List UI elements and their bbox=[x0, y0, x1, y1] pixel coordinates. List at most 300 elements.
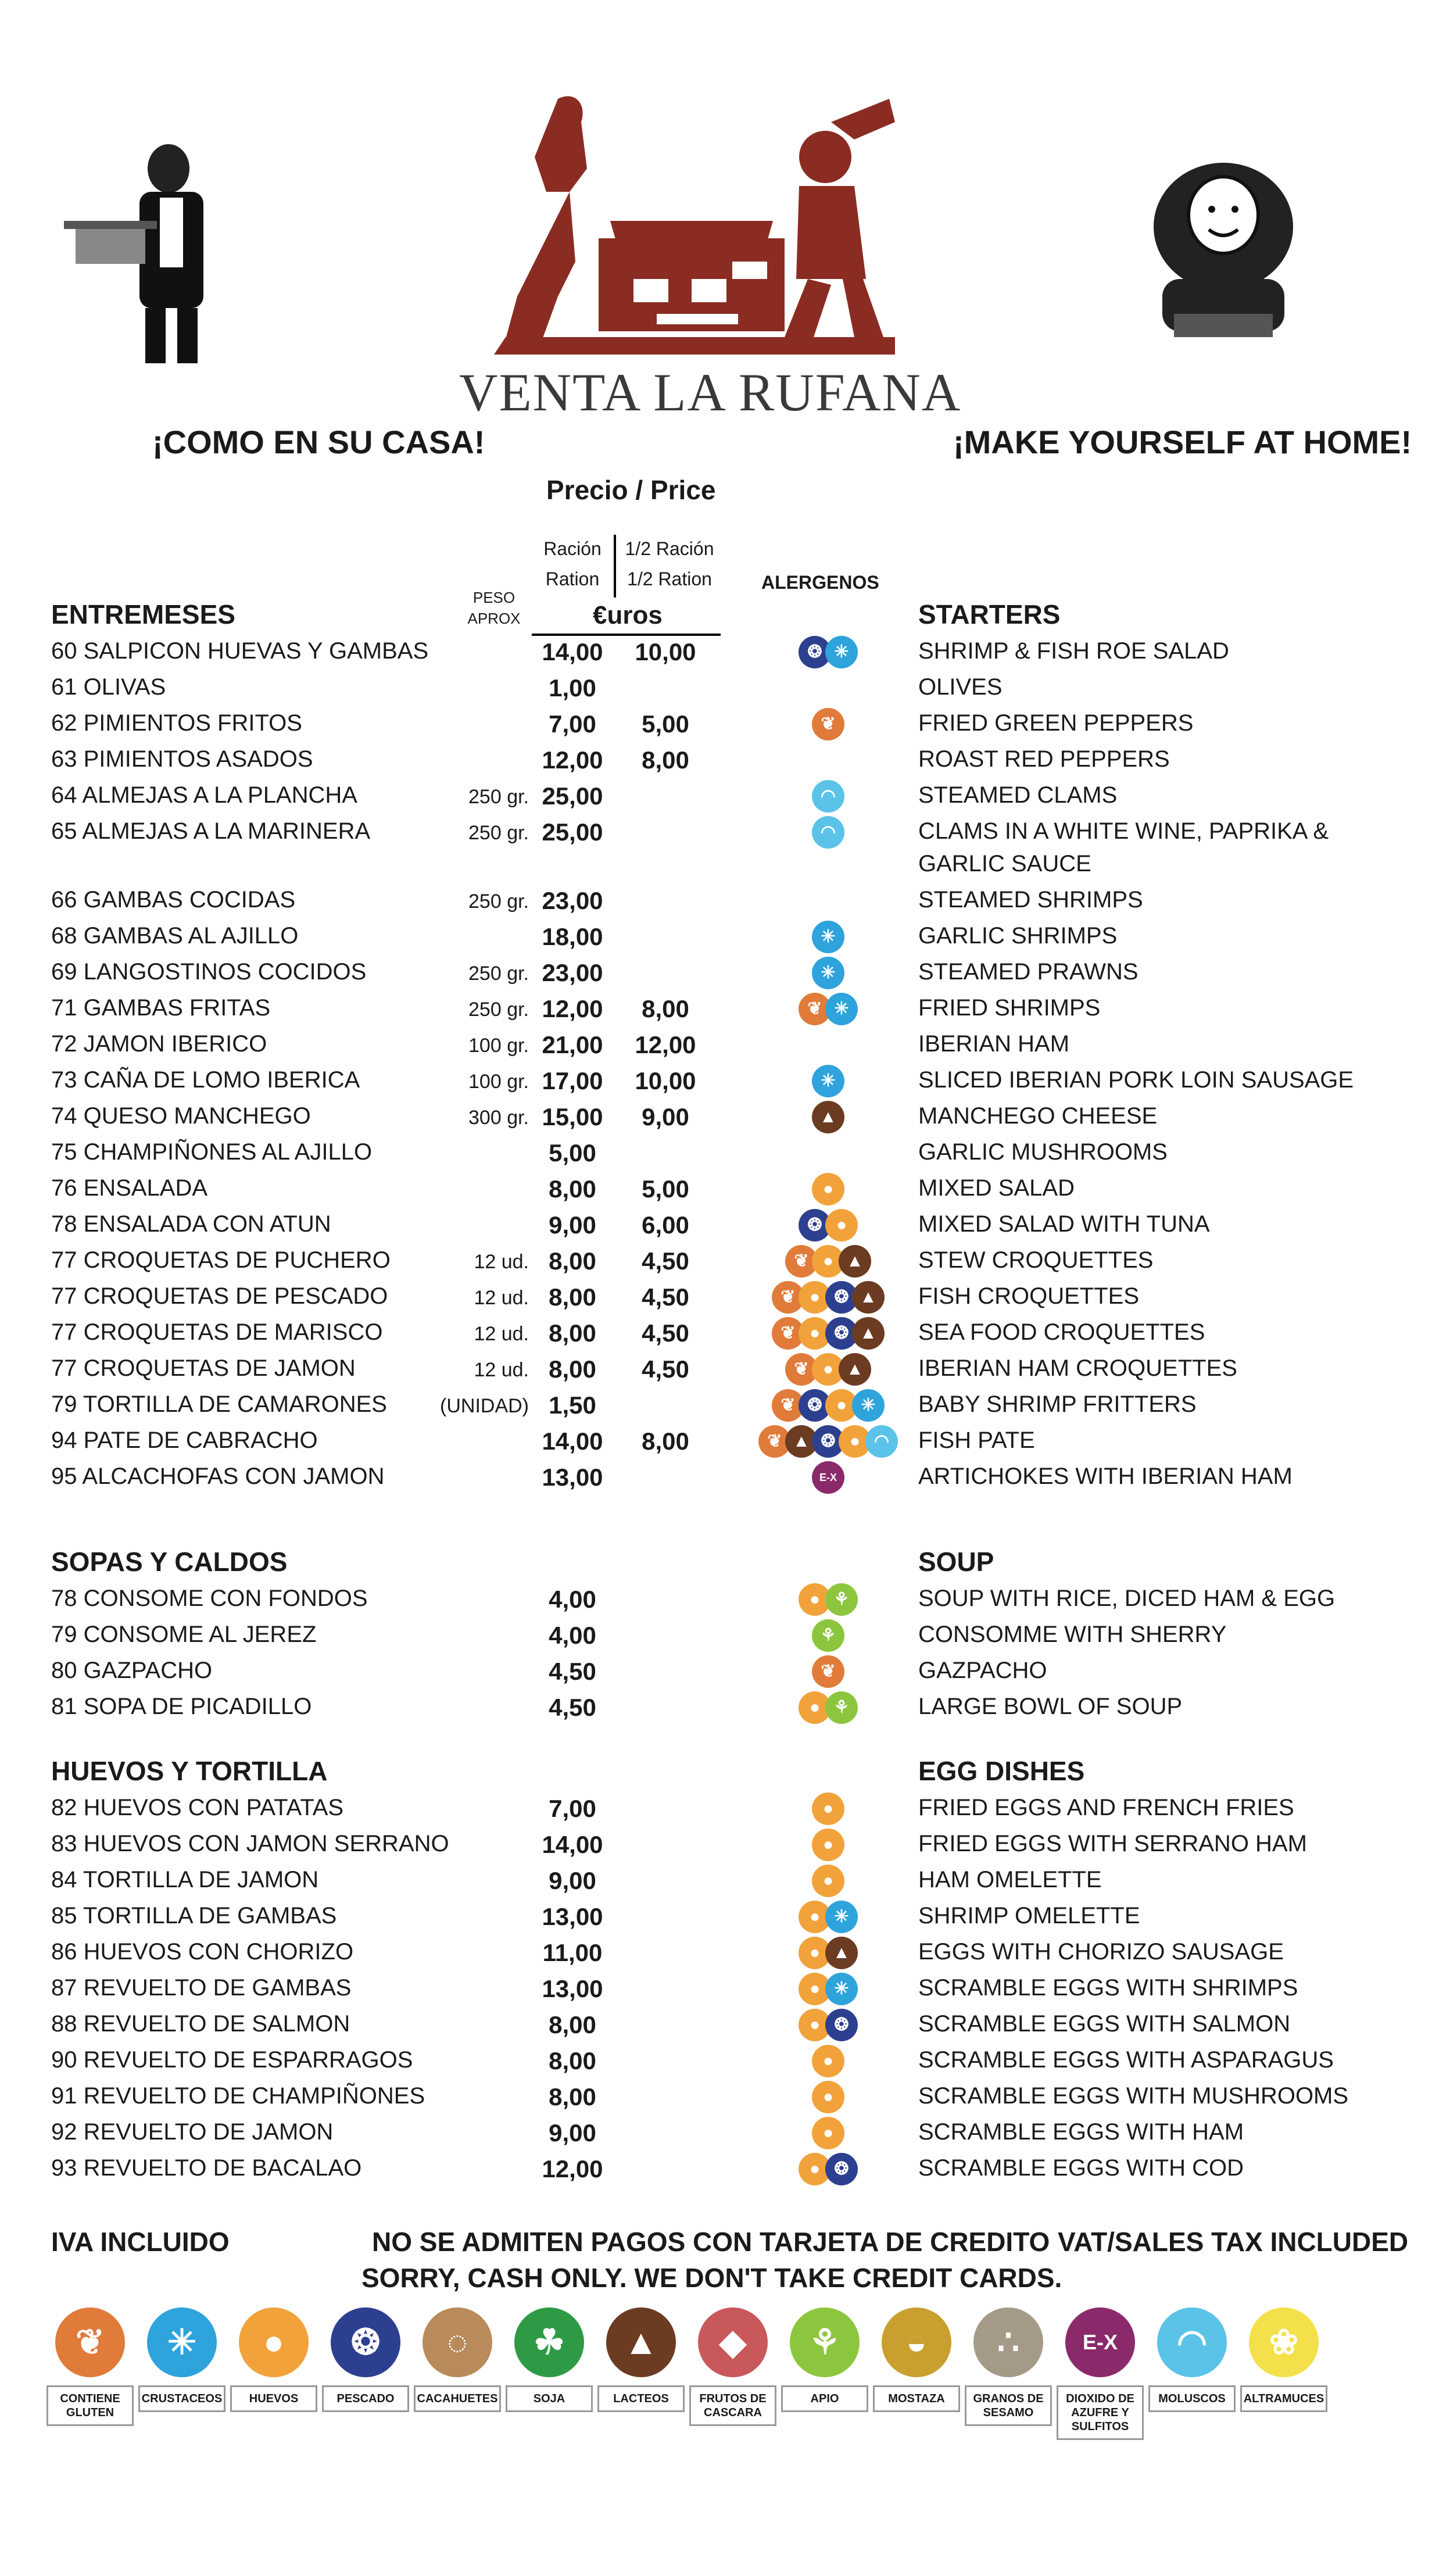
allergen-icons bbox=[732, 1791, 918, 1830]
col-media-header bbox=[617, 534, 722, 594]
legend-label: PESCADO bbox=[322, 2385, 409, 2412]
allergen-icons bbox=[732, 2044, 918, 2082]
menu-item-row bbox=[0, 1031, 1432, 1067]
legend-item-pesc bbox=[322, 2307, 409, 2412]
price-ration: 12,00 bbox=[542, 2155, 603, 2183]
item-name-en: SCRAMBLE EGGS WITH HAM bbox=[918, 2119, 1244, 2145]
gluten-allergen-icon: ❦ bbox=[812, 1655, 844, 1688]
legend-label: APIO bbox=[781, 2385, 868, 2412]
notice-line-1: NO SE ADMITEN PAGOS CON TARJETA DE CREDITO bbox=[372, 2227, 1050, 2257]
allergen-icons bbox=[732, 1100, 918, 1138]
lact-allergen-icon: ▲ bbox=[839, 1245, 871, 1278]
item-name-en: SCRAMBLE EGGS WITH SALMON bbox=[918, 2011, 1291, 2037]
item-weight: 250 gr. bbox=[468, 999, 529, 1021]
legend-label: LACTEOS bbox=[597, 2385, 685, 2412]
huevo-allergen-icon: ● bbox=[812, 1353, 844, 1386]
item-name-en: HAM OMELETTE bbox=[918, 1867, 1102, 1892]
column-divider bbox=[614, 535, 616, 598]
legend-label: MOSTAZA bbox=[873, 2385, 960, 2412]
crust-allergen-icon: ✳ bbox=[812, 957, 844, 989]
item-name-es: 79 TORTILLA DE CAMARONES bbox=[51, 1391, 387, 1417]
item-name-en: SCRAMBLE EGGS WITH ASPARAGUS bbox=[918, 2047, 1334, 2073]
item-name-es: 78 CONSOME CON FONDOS bbox=[51, 1586, 368, 1611]
item-name-en: FRIED EGGS WITH SERRANO HAM bbox=[918, 1831, 1307, 1856]
menu-item-row bbox=[0, 1283, 1432, 1319]
price-ration: 12,00 bbox=[542, 995, 603, 1022]
price-half-ration: 10,00 bbox=[635, 1067, 696, 1094]
allergen-icons bbox=[732, 1028, 918, 1066]
item-name-es: 75 CHAMPIÑONES AL AJILLO bbox=[51, 1139, 373, 1165]
menu-item-row bbox=[0, 2047, 1432, 2083]
gluten-allergen-icon: ❦ bbox=[772, 1281, 804, 1314]
allergen-icons bbox=[732, 1244, 918, 1282]
item-name-en: STEW CROQUETTES bbox=[918, 1247, 1154, 1273]
item-name-en: SCRAMBLE EGGS WITH COD bbox=[918, 2155, 1244, 2181]
allergen-icons bbox=[732, 1316, 918, 1354]
menu-item-row bbox=[0, 959, 1432, 995]
allergen-icons bbox=[732, 1424, 918, 1462]
item-name-en: SCRAMBLE EGGS WITH SHRIMPS bbox=[918, 1975, 1298, 2001]
iva-es: IVA INCLUIDO bbox=[51, 2227, 230, 2257]
item-name-en: FRIED EGGS AND FRENCH FRIES bbox=[918, 1795, 1294, 1820]
huevo-allergen-icon: ● bbox=[799, 1973, 831, 2005]
legend-item-cacah bbox=[414, 2307, 501, 2412]
menu-item-row bbox=[0, 674, 1432, 710]
menu-item-row bbox=[0, 782, 1432, 818]
pesc-allergen-icon: ❂ bbox=[825, 1281, 858, 1314]
logo-illustration bbox=[482, 87, 907, 355]
col-peso-1: PESO bbox=[472, 589, 515, 606]
huevo-allergen-icon: ● bbox=[812, 2045, 844, 2077]
allergen-icons bbox=[732, 779, 918, 817]
allergen-icons bbox=[732, 1863, 918, 1902]
legend-item-altr bbox=[1240, 2307, 1327, 2412]
menu-item-row bbox=[0, 1103, 1432, 1139]
huevo-allergen-icon: ● bbox=[799, 1937, 831, 1969]
pesc-allergen-icon: ❂ bbox=[825, 1317, 858, 1350]
molu-allergen-icon: ◠ bbox=[812, 816, 844, 849]
allergen-icons bbox=[732, 2008, 918, 2046]
col-media-es: 1/2 Ración bbox=[625, 538, 714, 559]
item-name-es: 69 LANGOSTINOS COCIDOS bbox=[51, 959, 367, 985]
price-ration: 8,00 bbox=[549, 1247, 596, 1275]
huevo-allergen-icon: ● bbox=[825, 1389, 858, 1422]
menu-item-row bbox=[0, 1067, 1432, 1103]
huevo-allergen-icon: ● bbox=[799, 1281, 831, 1314]
shell-icon: ◠ bbox=[1157, 2307, 1227, 2377]
gluten-allergen-icon: ❦ bbox=[785, 1245, 818, 1278]
price-half-ration: 8,00 bbox=[642, 1427, 689, 1455]
item-name-en: SLICED IBERIAN PORK LOIN SAUSAGE bbox=[918, 1067, 1354, 1093]
col-racion-header bbox=[535, 534, 610, 594]
menu-item-row bbox=[0, 1175, 1432, 1211]
menu-item-row bbox=[0, 2155, 1432, 2191]
menu-item-row bbox=[0, 818, 1432, 876]
notice-line-2: SORRY, CASH ONLY. WE DON'T TAKE CREDIT CARDS. bbox=[361, 2263, 1062, 2293]
menu-item-row bbox=[0, 638, 1432, 674]
item-name-es: 90 REVUELTO DE ESPARRAGOS bbox=[51, 2047, 413, 2073]
menu-item-row bbox=[0, 1427, 1432, 1464]
item-name-es: 68 GAMBAS AL AJILLO bbox=[51, 923, 299, 949]
item-weight: 12 ud. bbox=[474, 1251, 529, 1273]
item-name-es: 80 GAZPACHO bbox=[51, 1658, 213, 1683]
pesc-allergen-icon: ❂ bbox=[799, 1209, 831, 1242]
item-name-es: 85 TORTILLA DE GAMBAS bbox=[51, 1903, 337, 1929]
item-name-en: ARTICHOKES WITH IBERIAN HAM bbox=[918, 1464, 1293, 1489]
pesc-allergen-icon: ❂ bbox=[812, 1425, 844, 1458]
allergen-icons bbox=[732, 815, 918, 853]
item-weight: 100 gr. bbox=[468, 1071, 529, 1093]
item-name-en: CONSOMME WITH SHERRY bbox=[918, 1622, 1227, 1647]
price-ration: 8,00 bbox=[549, 2011, 596, 2038]
crust-allergen-icon: ✳ bbox=[852, 1389, 885, 1422]
allergen-icons bbox=[732, 1172, 918, 1210]
price-ration: 1,50 bbox=[549, 1391, 596, 1419]
menu-item-row bbox=[0, 1694, 1432, 1730]
allergen-icons bbox=[732, 1352, 918, 1390]
crust-allergen-icon: ✳ bbox=[825, 1901, 858, 1933]
legend-label: ALTRAMUCES bbox=[1240, 2385, 1327, 2412]
item-name-en: SOUP WITH RICE, DICED HAM & EGG bbox=[918, 1586, 1336, 1611]
waiter-illustration bbox=[52, 134, 262, 366]
celery-icon: ⚘ bbox=[790, 2307, 860, 2377]
legend-label: HUEVOS bbox=[230, 2385, 317, 2412]
item-name-en-line2: GARLIC SAUCE bbox=[918, 851, 1091, 876]
item-weight: 250 gr. bbox=[468, 822, 529, 844]
allergen-icons bbox=[732, 883, 918, 922]
item-name-es: 91 REVUELTO DE CHAMPIÑONES bbox=[51, 2083, 425, 2109]
item-name-en: SHRIMP OMELETTE bbox=[918, 1903, 1140, 1929]
legend-item-lact bbox=[597, 2307, 685, 2412]
item-name-es: 66 GAMBAS COCIDAS bbox=[51, 887, 296, 913]
peanut-icon: ◌ bbox=[423, 2307, 492, 2377]
slogan-es: ¡COMO EN SU CASA! bbox=[152, 424, 485, 460]
price-ration: 5,00 bbox=[549, 1139, 596, 1167]
huevo-allergen-icon: ● bbox=[812, 2081, 844, 2113]
legend-item-soja bbox=[506, 2307, 593, 2412]
item-name-en: STEAMED SHRIMPS bbox=[918, 887, 1143, 913]
price-ration: 11,00 bbox=[542, 1939, 603, 1966]
lupin-icon: ❀ bbox=[1249, 2307, 1319, 2377]
allergen-icons bbox=[732, 2152, 918, 2190]
legend-label: GRANOS DE SESAMO bbox=[965, 2385, 1052, 2426]
legend-label: MOLUSCOS bbox=[1148, 2385, 1236, 2412]
item-name-en: FRIED SHRIMPS bbox=[918, 995, 1101, 1021]
price-ration: 15,00 bbox=[542, 1103, 603, 1130]
menu-item-row bbox=[0, 1355, 1432, 1391]
price-ration: 7,00 bbox=[549, 1795, 596, 1822]
lact-allergen-icon: ▲ bbox=[839, 1353, 871, 1386]
legend-item-most bbox=[873, 2307, 960, 2412]
allergen-icons bbox=[732, 1690, 918, 1729]
item-name-en: CLAMS IN A WHITE WINE, PAPRIKA & bbox=[918, 818, 1329, 844]
legend-label: SOJA bbox=[506, 2385, 593, 2412]
milk-jug-icon: ▲ bbox=[606, 2307, 676, 2377]
gluten-allergen-icon: ❦ bbox=[785, 1353, 818, 1386]
legend-item-frut bbox=[689, 2307, 776, 2426]
soy-icon: ☘ bbox=[514, 2307, 584, 2377]
pesc-allergen-icon: ❂ bbox=[799, 1389, 831, 1422]
allergen-icons bbox=[732, 1136, 918, 1174]
crab-icon: ✳ bbox=[147, 2307, 217, 2377]
menu-item-row bbox=[0, 923, 1432, 959]
huevo-allergen-icon: ● bbox=[839, 1425, 871, 1458]
item-name-es: 77 CROQUETAS DE PUCHERO bbox=[51, 1247, 391, 1273]
huevo-allergen-icon: ● bbox=[799, 2009, 831, 2041]
gluten-allergen-icon: ❦ bbox=[758, 1425, 791, 1458]
nut-icon: ◆ bbox=[698, 2307, 768, 2377]
menu-item-row bbox=[0, 2119, 1432, 2155]
menu-item-row bbox=[0, 995, 1432, 1031]
huevo-allergen-icon: ● bbox=[812, 1793, 844, 1825]
col-alergenos-header: ALERGENOS bbox=[761, 572, 879, 593]
slogan-en: ¡MAKE YOURSELF AT HOME! bbox=[953, 424, 1412, 460]
pesc-allergen-icon: ❂ bbox=[825, 2009, 858, 2041]
item-weight: 250 gr. bbox=[468, 963, 529, 985]
col-racion-es: Ración bbox=[543, 538, 602, 559]
price-half-ration: 8,00 bbox=[642, 995, 689, 1022]
allergen-icons bbox=[732, 1280, 918, 1318]
item-name-es: 88 REVUELTO DE SALMON bbox=[51, 2011, 350, 2037]
item-name-en: GARLIC MUSHROOMS bbox=[918, 1139, 1168, 1165]
allergen-icons bbox=[732, 1972, 918, 2010]
allergen-icons bbox=[732, 992, 918, 1030]
price-ration: 8,00 bbox=[549, 1175, 596, 1203]
col-peso-2: APROX bbox=[467, 610, 521, 627]
huevo-allergen-icon: ● bbox=[812, 1245, 844, 1278]
sesame-icon: ∴ bbox=[973, 2307, 1043, 2377]
price-title: Precio / Price bbox=[546, 475, 716, 505]
allergen-icons bbox=[732, 1208, 918, 1246]
item-name-es: 61 OLIVAS bbox=[51, 674, 166, 700]
item-name-es: 92 REVUELTO DE JAMON bbox=[51, 2119, 334, 2145]
allergen-icons bbox=[732, 671, 918, 709]
diox-allergen-icon: E-X bbox=[812, 1461, 844, 1494]
huevo-allergen-icon: ● bbox=[799, 1691, 831, 1724]
item-name-en: SHRIMP & FISH ROE SALAD bbox=[918, 638, 1229, 664]
price-ration: 14,00 bbox=[542, 1831, 603, 1858]
item-weight: 250 gr. bbox=[468, 786, 529, 808]
legend-item-molu bbox=[1148, 2307, 1236, 2412]
price-half-ration: 9,00 bbox=[642, 1103, 689, 1130]
apio-allergen-icon: ⚘ bbox=[812, 1619, 844, 1652]
allergen-icons bbox=[732, 2116, 918, 2154]
item-name-en: OLIVES bbox=[918, 674, 1003, 700]
item-name-es: 94 PATE DE CABRACHO bbox=[51, 1427, 318, 1453]
item-name-es: 81 SOPA DE PICADILLO bbox=[51, 1694, 312, 1719]
legend-item-ses bbox=[965, 2307, 1052, 2426]
legend-label: DIOXIDO DE AZUFRE Y SULFITOS bbox=[1057, 2385, 1144, 2440]
huevo-allergen-icon: ● bbox=[812, 1865, 844, 1897]
menu-item-row bbox=[0, 887, 1432, 923]
price-half-ration: 4,50 bbox=[642, 1247, 689, 1275]
price-half-ration: 12,00 bbox=[635, 1031, 696, 1058]
huevo-allergen-icon: ● bbox=[825, 1209, 858, 1242]
price-half-ration: 10,00 bbox=[635, 638, 696, 666]
lact-allergen-icon: ▲ bbox=[825, 1937, 858, 1969]
item-name-es: 77 CROQUETAS DE JAMON bbox=[51, 1355, 356, 1381]
price-ration: 8,00 bbox=[549, 1319, 596, 1347]
item-name-es: 73 CAÑA DE LOMO IBERICA bbox=[51, 1067, 360, 1093]
item-weight: 100 gr. bbox=[468, 1035, 529, 1057]
gluten-allergen-icon: ❦ bbox=[772, 1317, 804, 1350]
section-title-es: SOPAS Y CALDOS bbox=[51, 1547, 288, 1577]
item-name-es: 60 SALPICON HUEVAS Y GAMBAS bbox=[51, 638, 429, 664]
col-racion-en: Ration bbox=[545, 568, 600, 589]
item-name-es: 87 REVUELTO DE GAMBAS bbox=[51, 1975, 352, 2001]
fish-icon: ❂ bbox=[331, 2307, 400, 2377]
gluten-allergen-icon: ❦ bbox=[812, 708, 844, 740]
item-name-en: SCRAMBLE EGGS WITH MUSHROOMS bbox=[918, 2083, 1349, 2109]
item-name-en: IBERIAN HAM bbox=[918, 1031, 1070, 1057]
section-title-en: STARTERS bbox=[918, 599, 1061, 629]
item-name-es: 72 JAMON IBERICO bbox=[51, 1031, 267, 1057]
item-name-en: STEAMED CLAMS bbox=[918, 782, 1118, 808]
molu-allergen-icon: ◠ bbox=[812, 780, 844, 813]
price-ration: 4,00 bbox=[549, 1622, 596, 1649]
item-name-es: 77 CROQUETAS DE PESCADO bbox=[51, 1283, 388, 1309]
price-ration: 18,00 bbox=[542, 923, 603, 950]
menu-item-row bbox=[0, 1391, 1432, 1427]
legend-item-gluten bbox=[46, 2307, 134, 2426]
item-name-es: 65 ALMEJAS A LA MARINERA bbox=[51, 818, 371, 844]
price-ration: 9,00 bbox=[549, 2119, 596, 2146]
price-ration: 9,00 bbox=[549, 1867, 596, 1894]
wheat-icon: ❦ bbox=[55, 2307, 125, 2377]
price-ration: 12,00 bbox=[542, 746, 603, 774]
huevo-allergen-icon: ● bbox=[812, 2117, 844, 2149]
price-ration: 9,00 bbox=[549, 1211, 596, 1239]
col-peso-header bbox=[465, 587, 523, 629]
legend-label: FRUTOS DE CASCARA bbox=[689, 2385, 776, 2426]
item-name-es: 78 ENSALADA CON ATUN bbox=[51, 1211, 331, 1237]
price-ration: 23,00 bbox=[542, 887, 603, 914]
pesc-allergen-icon: ❂ bbox=[799, 636, 831, 668]
item-weight: 250 gr. bbox=[468, 890, 529, 913]
col-media-en: 1/2 Ration bbox=[627, 568, 712, 589]
price-half-ration: 5,00 bbox=[642, 1175, 689, 1203]
price-ration: 1,00 bbox=[549, 674, 596, 702]
item-weight: (UNIDAD) bbox=[440, 1395, 529, 1417]
item-name-en: FRIED GREEN PEPPERS bbox=[918, 710, 1194, 736]
huevo-allergen-icon: ● bbox=[799, 2153, 831, 2185]
price-ration: 8,00 bbox=[549, 1355, 596, 1383]
item-name-es: 82 HUEVOS CON PATATAS bbox=[51, 1795, 344, 1820]
legend-label: CONTIENE GLUTEN bbox=[46, 2385, 134, 2426]
allergen-icons bbox=[732, 1935, 918, 1974]
item-name-es: 86 HUEVOS CON CHORIZO bbox=[51, 1939, 354, 1965]
allergen-icons bbox=[732, 1582, 918, 1620]
legend-label: CRUSTACEOS bbox=[138, 2385, 225, 2412]
item-name-en: GARLIC SHRIMPS bbox=[918, 923, 1118, 949]
crust-allergen-icon: ✳ bbox=[825, 993, 858, 1025]
price-ration: 8,00 bbox=[549, 2047, 596, 2074]
legend-item-crust bbox=[138, 2307, 225, 2412]
item-name-en: BABY SHRIMP FRITTERS bbox=[918, 1391, 1197, 1417]
price-ration: 13,00 bbox=[542, 1975, 603, 2002]
legend-label: CACAHUETES bbox=[414, 2385, 501, 2412]
menu-item-row bbox=[0, 1211, 1432, 1247]
euros-underline bbox=[532, 634, 721, 636]
huevo-allergen-icon: ● bbox=[812, 1829, 844, 1861]
allergen-icons bbox=[732, 1899, 918, 1938]
item-name-en: FISH CROQUETTES bbox=[918, 1283, 1140, 1309]
price-half-ration: 4,50 bbox=[642, 1319, 689, 1347]
legend-item-apio bbox=[781, 2307, 868, 2412]
item-name-en: MIXED SALAD bbox=[918, 1175, 1075, 1201]
item-name-en: MANCHEGO CHEESE bbox=[918, 1103, 1158, 1129]
chef-illustration bbox=[1139, 163, 1308, 355]
price-ration: 25,00 bbox=[542, 782, 603, 810]
item-name-es: 77 CROQUETAS DE MARISCO bbox=[51, 1319, 383, 1345]
allergen-icons bbox=[732, 1460, 918, 1498]
menu-item-row bbox=[0, 2083, 1432, 2119]
item-name-en: EGGS WITH CHORIZO SAUSAGE bbox=[918, 1939, 1284, 1965]
item-name-es: 62 PIMIENTOS FRITOS bbox=[51, 710, 302, 736]
apio-allergen-icon: ⚘ bbox=[825, 1691, 858, 1724]
huevo-allergen-icon: ● bbox=[812, 1173, 844, 1205]
huevo-allergen-icon: ● bbox=[799, 1317, 831, 1350]
restaurant-name: VENTA LA RUFANA bbox=[459, 363, 962, 422]
allergen-icons bbox=[732, 1827, 918, 1866]
price-half-ration: 6,00 bbox=[642, 1211, 689, 1239]
price-ration: 25,00 bbox=[542, 818, 603, 846]
price-ration: 14,00 bbox=[542, 638, 603, 666]
menu-item-row bbox=[0, 710, 1432, 746]
item-name-es: 71 GAMBAS FRITAS bbox=[51, 995, 271, 1021]
item-name-es: 64 ALMEJAS A LA PLANCHA bbox=[51, 782, 357, 808]
item-name-en: MIXED SALAD WITH TUNA bbox=[918, 1211, 1210, 1237]
item-name-en: LARGE BOWL OF SOUP bbox=[918, 1694, 1183, 1719]
crust-allergen-icon: ✳ bbox=[812, 1065, 844, 1097]
price-ration: 13,00 bbox=[542, 1464, 603, 1491]
item-name-es: 79 CONSOME AL JEREZ bbox=[51, 1622, 317, 1647]
allergen-icons bbox=[732, 635, 918, 673]
item-name-en: GAZPACHO bbox=[918, 1658, 1047, 1683]
price-half-ration: 5,00 bbox=[642, 710, 689, 738]
item-name-en: STEAMED PRAWNS bbox=[918, 959, 1139, 985]
menu-item-row bbox=[0, 1867, 1432, 1903]
iva-en: VAT/SALES TAX INCLUDED bbox=[1058, 2227, 1409, 2257]
allergen-icons bbox=[732, 1064, 918, 1102]
gluten-allergen-icon: ❦ bbox=[799, 993, 831, 1025]
lact-allergen-icon: ▲ bbox=[852, 1317, 885, 1350]
menu-item-row bbox=[0, 1903, 1432, 1939]
price-ration: 7,00 bbox=[549, 710, 596, 738]
item-name-es: 76 ENSALADA bbox=[51, 1175, 208, 1201]
menu-item-row bbox=[0, 1586, 1432, 1622]
menu-item-row bbox=[0, 1622, 1432, 1658]
crust-allergen-icon: ✳ bbox=[812, 921, 844, 953]
legend-item-diox bbox=[1057, 2307, 1144, 2440]
price-ration: 4,00 bbox=[549, 1586, 596, 1613]
price-ration: 14,00 bbox=[542, 1427, 603, 1455]
item-name-en: SEA FOOD CROQUETTES bbox=[918, 1319, 1205, 1345]
sulphite-icon: E-X bbox=[1065, 2307, 1135, 2377]
price-half-ration: 4,50 bbox=[642, 1355, 689, 1383]
allergen-icons bbox=[732, 1654, 918, 1693]
gluten-allergen-icon: ❦ bbox=[772, 1389, 804, 1422]
section-title-es: ENTREMESES bbox=[51, 599, 235, 629]
menu-item-row bbox=[0, 1464, 1432, 1500]
lact-allergen-icon: ▲ bbox=[852, 1281, 885, 1314]
price-ration: 21,00 bbox=[542, 1031, 603, 1058]
item-name-es: 74 QUESO MANCHEGO bbox=[51, 1103, 311, 1129]
lact-allergen-icon: ▲ bbox=[812, 1101, 844, 1133]
item-name-es: 83 HUEVOS CON JAMON SERRANO bbox=[51, 1831, 449, 1856]
crust-allergen-icon: ✳ bbox=[825, 1973, 858, 2005]
section-title-es: HUEVOS Y TORTILLA bbox=[51, 1756, 328, 1786]
